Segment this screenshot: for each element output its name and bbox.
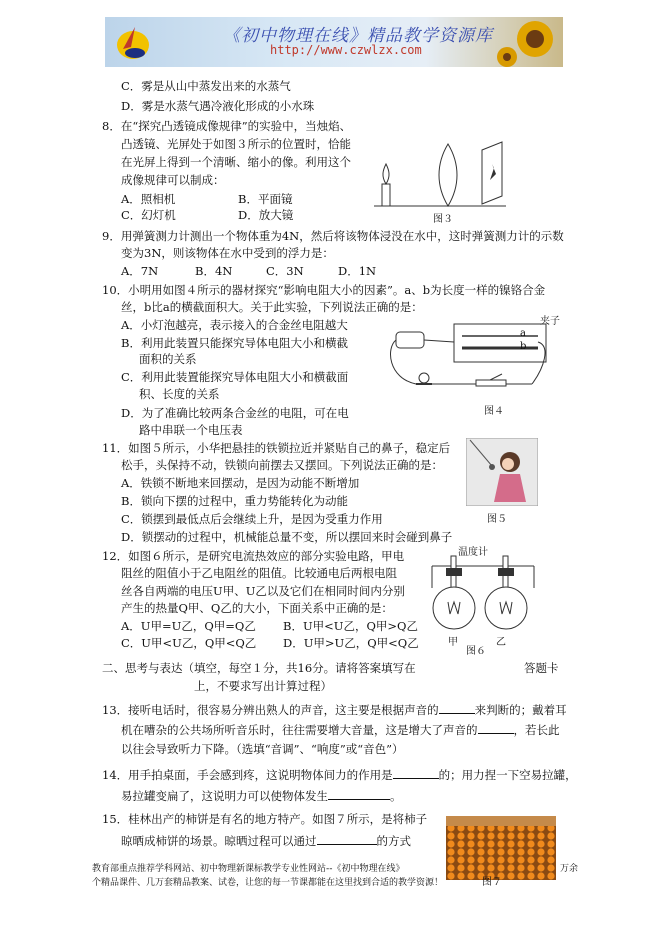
q13-blank-1[interactable] <box>439 702 475 714</box>
q10-option-b2: 面积的关系 <box>139 352 197 366</box>
q14-line2 <box>121 788 402 804</box>
q15-blank-1[interactable] <box>317 833 377 845</box>
header-url[interactable]: http://www.czwlzx.com <box>270 43 422 57</box>
q10-option-d2: 路中串联一个电压表 <box>139 423 243 437</box>
q12-line4: 产生的热量Q甲、Q乙的大小，下面关系中正确的是： <box>121 601 393 615</box>
figure-3-lens-setup <box>370 140 510 208</box>
q9-option-a: A．7N <box>121 264 159 278</box>
q14-line1 <box>102 767 577 783</box>
q14-blank-1[interactable] <box>393 767 439 779</box>
q8-option-d: D．放大镜 <box>238 208 294 222</box>
q9-option-d: D．1N <box>338 264 377 278</box>
q13-line1-part1: 13．接听电话时，很容易分辨出熟人的声音，这主要是根据声音的 <box>102 703 439 717</box>
q8-option-a: A．照相机 <box>121 192 176 206</box>
section2-answer-card: 答题卡 <box>524 661 559 675</box>
q10-wire-a-label: a <box>520 328 526 339</box>
q12-line2: 阻丝的阻值小于乙电阻丝的阻值。比较通电后两根电阻 <box>121 566 397 580</box>
figure-6-thermometer-flasks <box>428 552 538 634</box>
q12-figure-caption: 图６ <box>466 646 486 657</box>
q11-line2: 松手，头保持不动，铁锁向前摆去又摆回。下列说法正确的是： <box>121 458 443 472</box>
q15-line2-part1: 晾晒成柿饼的场景。晾晒过程可以通过 <box>121 834 317 848</box>
q13-line2-part2: ，若长此 <box>513 723 560 737</box>
q11-option-d: D．锁摆动的过程中，机械能总量不变，所以摆回来时会碰到鼻子 <box>121 530 453 544</box>
q15-line2 <box>121 833 411 849</box>
q13-line1 <box>102 702 567 718</box>
q13-line2-part1: 机在嘈杂的公共场所听音乐时，往往需要增大音量，这是增大了声音的 <box>121 723 478 737</box>
q9-option-c: C．3N <box>266 264 304 278</box>
q10-option-c1: C．利用此装置能探究导体电阻大小和横截面 <box>121 370 349 384</box>
q8-line4: 成像规律可以制成： <box>121 173 225 187</box>
q14-line2-part2: 。 <box>390 789 402 803</box>
q12-thermometer-label: 温度计 <box>458 547 488 558</box>
q15-line2-part2: 的方式 <box>376 834 411 848</box>
q8-line1: 8．在“探究凸透镜成像规律”的实验中，当烛焰、 <box>102 119 352 133</box>
q8-option-c: C．幻灯机 <box>121 208 176 222</box>
q12-line3: 丝各自两端的电压U甲、U乙以及它们在相同时间内分别 <box>121 584 405 598</box>
logo-icon <box>113 19 153 65</box>
q8-line2: 凸透镜、光屏处于如图３所示的位置时，恰能 <box>121 137 351 151</box>
q9-line2: 变为3N，则该物体在水中受到的浮力是： <box>121 246 334 260</box>
q7-option-d: D．雾是水蒸气遇冷液化形成的小水珠 <box>121 99 315 113</box>
q11-line1: 11．如图５所示，小华把悬挂的铁锁拉近并紧贴自己的鼻子，稳定后 <box>102 441 451 455</box>
q8-figure-caption: 图３ <box>433 214 453 225</box>
q10-line1: 10．小明用如图４所示的器材探究“影响电阻大小的因素”。a、b为长度一样的镍铬合金 <box>102 283 546 297</box>
q13-blank-2[interactable] <box>478 722 514 734</box>
q14-line1-part2: 的；用力捏一下空易拉罐， <box>438 768 577 782</box>
q12-option-b: B．U甲<U乙，Q甲>Q乙 <box>283 619 418 633</box>
header-banner <box>105 17 563 67</box>
q13-line2 <box>121 722 560 738</box>
q8-line3: 在光屏上得到一个清晰、缩小的像。利用这个 <box>121 155 351 169</box>
footer-line2: 个精品课件、几万套精品教案、试卷，让您的每一节课都能在这里找到合适的教学资源！ <box>92 878 444 888</box>
figure-7-persimmon-drying-photo <box>446 816 556 880</box>
q12-yi-label: 乙 <box>496 637 506 648</box>
q11-option-c: C．锁摆到最低点后会继续上升，是因为受重力作用 <box>121 512 383 526</box>
q13-line1-part2: 来判断的；戴着耳 <box>474 703 567 717</box>
q10-figure-caption: 图４ <box>484 406 504 417</box>
q12-option-c: C．U甲<U乙，Q甲<Q乙 <box>121 636 257 650</box>
footer-line1-right: 万余 <box>560 864 579 874</box>
q14-line2-part1: 易拉罐变扁了，这说明力可以使物体发生 <box>121 789 328 803</box>
q12-jia-label: 甲 <box>448 637 458 648</box>
q9-line1: 9．用弹簧测力计测出一个物体重为4N，然后将该物体浸没在水中，这时弹簧测力计的示数 <box>102 229 564 243</box>
q12-option-a: A．U甲=U乙，Q甲=Q乙 <box>121 619 256 633</box>
q13-line3: 以往会导致听力下降。（选填“音调”、“响度”或“音色”） <box>121 742 404 756</box>
q7-option-c: C．雾是从山中蒸发出来的水蒸气 <box>121 79 291 93</box>
figure-5-pendulum-girl <box>466 438 538 506</box>
q10-clip-label: 夹子 <box>540 316 560 327</box>
q9-option-b: B．4N <box>195 264 233 278</box>
section2-subheading: 上，不要求写出计算过程） <box>194 679 332 693</box>
q14-line1-part1: 14．用手拍桌面，手会感到疼，这说明物体间力的作用是 <box>102 768 393 782</box>
footer-line1: 教育部重点推荐学科网站、初中物理新课标教学专业性网站--《初中物理在线》 <box>92 864 405 874</box>
q10-option-c2: 积、长度的关系 <box>139 387 220 401</box>
q14-blank-2[interactable] <box>328 788 390 800</box>
q12-line1: 12．如图６所示，是研究电流热效应的部分实验电路，甲电 <box>102 549 405 563</box>
q11-option-b: B．锁向下摆的过程中，重力势能转化为动能 <box>121 494 348 508</box>
q15-figure-caption: 图７ <box>482 877 502 888</box>
figure-4-circuit <box>386 318 562 398</box>
q11-option-a: A．铁锁不断地来回摆动，是因为动能不断增加 <box>121 476 360 490</box>
q10-wire-b-label: b <box>520 341 527 352</box>
section2-heading: 二、思考与表达（填空，每空１分，共16分。请将答案填写在 <box>102 661 416 675</box>
q10-option-b1: B．利用此装置只能探究导体电阻大小和横截 <box>121 336 348 350</box>
q15-line1: 15．桂林出产的柿饼是有名的地方特产。如图７所示，是将柿子 <box>102 812 428 826</box>
q8-option-b: B．平面镜 <box>238 192 293 206</box>
q10-option-d1: D．为了准确比较两条合金丝的电阻，可在电 <box>121 406 349 420</box>
q10-option-a: A．小灯泡越亮，表示接入的合金丝电阻越大 <box>121 318 348 332</box>
sunflower-icon <box>493 17 563 67</box>
header-title: 《初中物理在线》精品教学资源库 <box>223 26 493 46</box>
q10-line2: 丝，b比a的横截面积大。关于此实验，下列说法正确的是： <box>121 300 423 314</box>
q11-figure-caption: 图５ <box>487 514 507 525</box>
q12-option-d: D．U甲>U乙，Q甲<Q乙 <box>283 636 419 650</box>
